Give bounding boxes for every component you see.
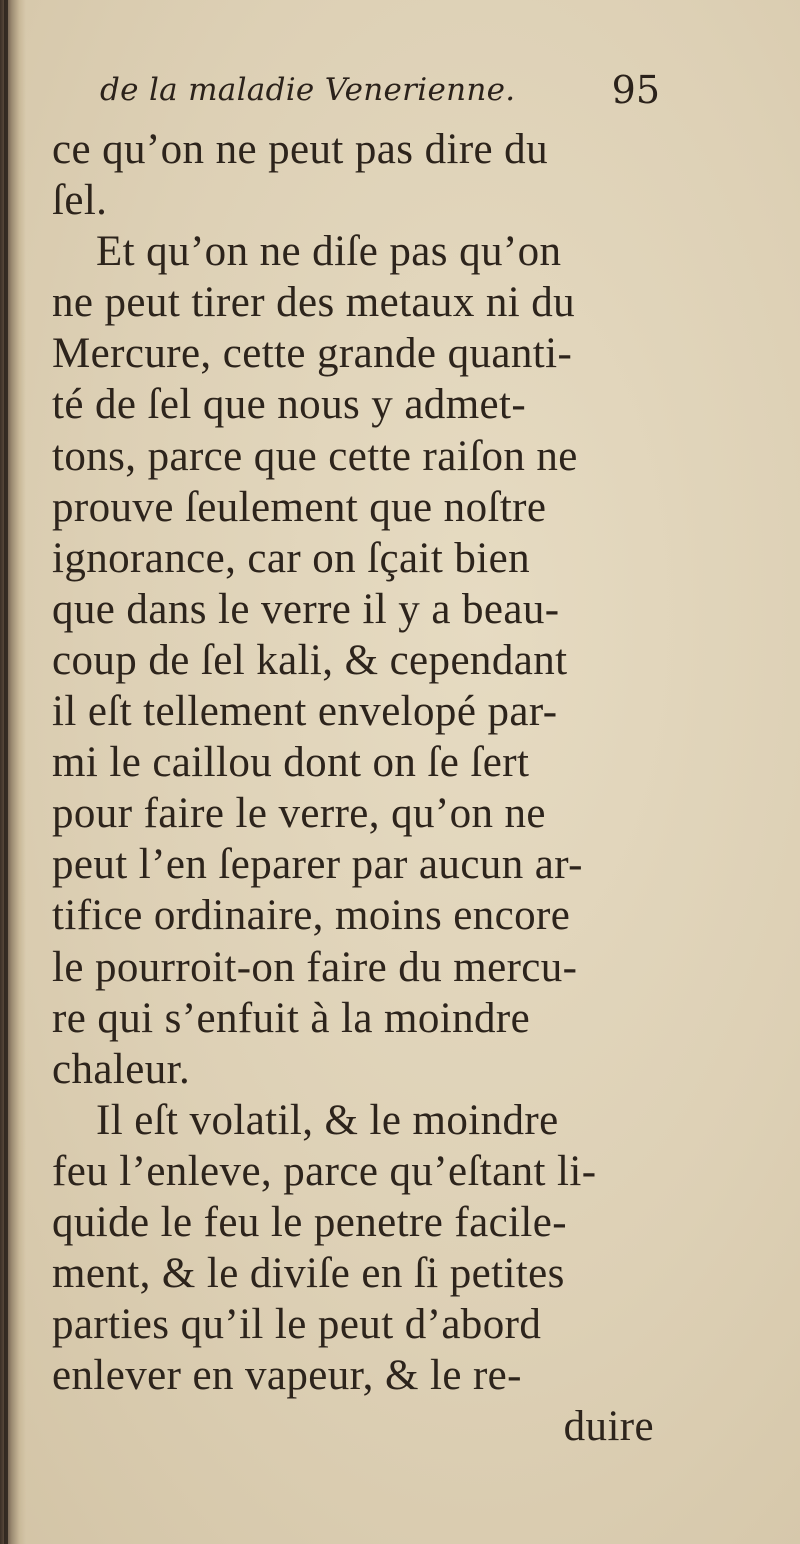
page-number: 95: [611, 68, 660, 112]
paragraph-start-line: Et qu’on ne diſe pas qu’on: [96, 228, 562, 276]
text-line: tifice ordinaire, moins encore: [52, 892, 571, 940]
text-line: tons, parce que cette raiſon ne: [52, 432, 578, 480]
text-line: enlever en vapeur, & le re-: [52, 1352, 522, 1400]
text-line: ne peut tirer des metaux ni du: [52, 279, 576, 327]
text-line: coup de ſel kali, & cependant: [52, 636, 568, 684]
running-title: de la maladie Venerienne.: [100, 72, 516, 108]
paragraph-start-line: Il eſt volatil, & le moindre: [96, 1096, 559, 1144]
text-line: le pourroit-on faire du mercu-: [52, 943, 578, 991]
text-line: re qui s’enfuit à la moindre: [52, 994, 531, 1042]
text-line: ce qu’on ne peut pas dire du: [52, 126, 548, 173]
text-line: ignorance, car on ſçait bien: [52, 534, 531, 582]
text-line: prouve ſeulement que noſtre: [52, 483, 547, 531]
text-line: feu l’enleve, parce qu’eſtant li-: [52, 1147, 597, 1195]
text-line: Mercure, cette grande quanti-: [52, 330, 573, 378]
text-line: que dans le verre il y a beau-: [52, 585, 560, 633]
text-line: peut l’en ſeparer par aucun ar-: [52, 841, 583, 889]
text-line: pour faire le verre, qu’on ne: [52, 790, 546, 838]
text-line: mi le caillou dont on ſe ſert: [52, 739, 530, 787]
text-line: ment, & le diviſe en ſi petites: [52, 1250, 565, 1298]
page-header: [100, 64, 660, 124]
text-line: té de ſel que nous y admet-: [52, 381, 527, 429]
catchword: duire: [563, 1403, 654, 1451]
text-line: ſel.: [52, 177, 108, 225]
body-text: [52, 124, 662, 1452]
binding-shadow-line: [4, 0, 8, 1544]
text-line: quide le feu le penetre facile-: [52, 1198, 567, 1246]
text-line: il eſt tellement envelopé par-: [52, 688, 558, 736]
text-line: chaleur.: [52, 1045, 191, 1093]
text-line: parties qu’il le peut d’abord: [52, 1301, 542, 1349]
